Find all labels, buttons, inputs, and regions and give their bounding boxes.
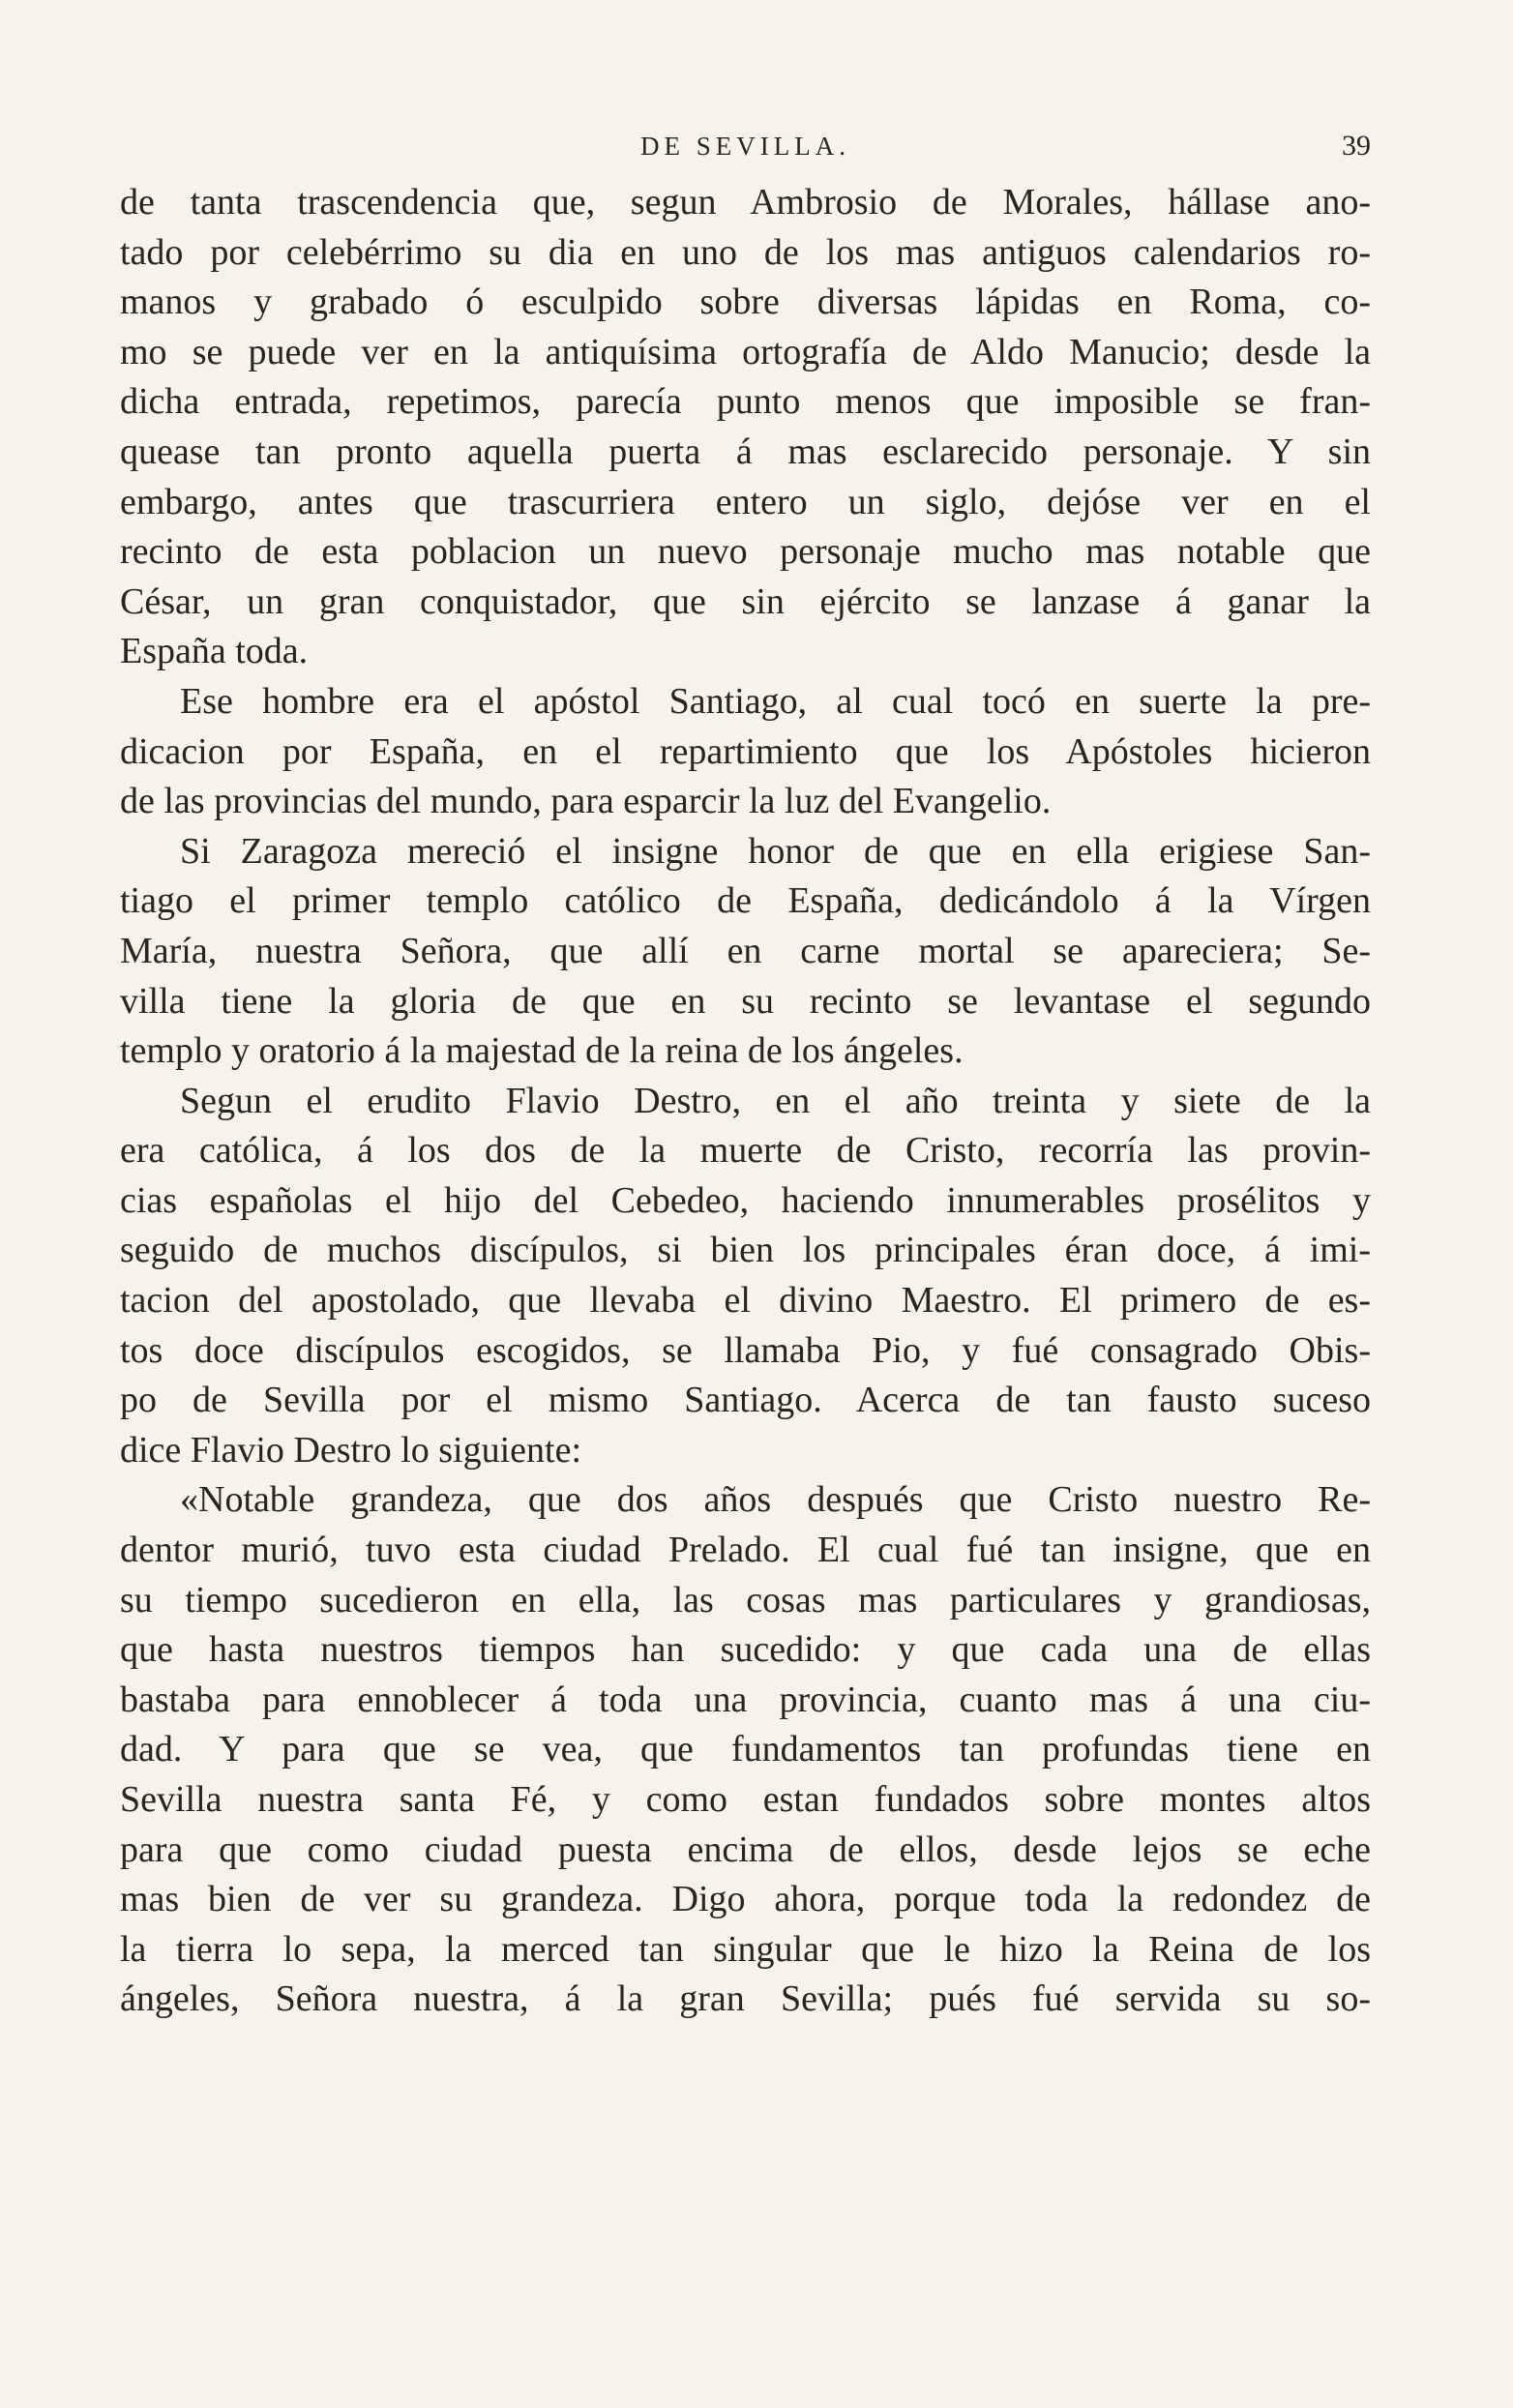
text-line: villa tiene la gloria de que en su recinto se levantase el segundo <box>120 980 1371 1022</box>
text-line: dicacion por España, en el repartimiento que los Apóstoles hicieron <box>120 730 1371 772</box>
page-number: 39 <box>1342 130 1371 162</box>
text-line: embargo, antes que trascurriera entero un siglo, dejóse ver en el <box>120 481 1371 522</box>
text-line: Segun el erudito Flavio Destro, en el año treinta y siete de la <box>180 1080 1371 1121</box>
text-line: Si Zaragoza mereció el insigne honor de que en ella erigiese San- <box>180 830 1371 872</box>
text-line: tacion del apostolado, que llevaba el divino Maestro. El primero de es- <box>120 1280 1371 1322</box>
text-line: ángeles, Señora nuestra, á la gran Sevilla; pués fué servida su so- <box>120 1978 1371 2020</box>
text-line: dicha entrada, repetimos, parecía punto menos que imposible se fran- <box>120 381 1371 423</box>
text-line: templo y oratorio á la majestad de la reina de los ángeles. <box>120 1030 964 1072</box>
text-line: su tiempo sucedieron en ella, las cosas mas particulares y grandiosas, <box>120 1579 1371 1620</box>
text-line: mas bien de ver su grandeza. Digo ahora, porque toda la redondez de <box>120 1879 1371 1920</box>
text-line: tos doce discípulos escogidos, se llamaba Pio, y fué consagrado Obis- <box>120 1329 1371 1371</box>
text-line: María, nuestra Señora, que allí en carne mortal se apareciera; Se- <box>120 930 1371 971</box>
text-line: cias españolas el hijo del Cebedeo, haciendo innumerables prosélitos y <box>120 1179 1371 1221</box>
running-header <box>120 132 1371 174</box>
text-line: Sevilla nuestra santa Fé, y como estan fundados sobre montes altos <box>120 1779 1371 1820</box>
text-line: po de Sevilla por el mismo Santiago. Acerca de tan fausto suceso <box>120 1380 1371 1421</box>
text-line: de las provincias del mundo, para esparcir la luz del Evangelio. <box>120 781 1052 822</box>
text-line: quease tan pronto aquella puerta á mas esclarecido personaje. Y sin <box>120 431 1371 472</box>
text-line: César, un gran conquistador, que sin ejército se lanzase á ganar la <box>120 580 1371 622</box>
text-line: bastaba para ennoblecer á toda una provincia, cuanto mas á una ciu- <box>120 1679 1371 1720</box>
text-line: tiago el primer templo católico de España, dedicándolo á la Vírgen <box>120 880 1371 922</box>
text-line: manos y grabado ó esculpido sobre diversas lápidas en Roma, co- <box>120 282 1371 323</box>
text-line: recinto de esta poblacion un nuevo personaje mucho mas notable que <box>120 531 1371 573</box>
text-line: España toda. <box>120 631 309 672</box>
running-title: DE SEVILLA. <box>640 132 850 161</box>
text-line: la tierra lo sepa, la merced tan singular que le hizo la Reina de los <box>120 1928 1371 1970</box>
text-line: «Notable grandeza, que dos años después que Cristo nuestro Re- <box>180 1479 1371 1521</box>
text-line: dad. Y para que se vea, que fundamentos tan profundas tiene en <box>120 1729 1371 1770</box>
text-line: de tanta trascendencia que, segun Ambrosio de Morales, hállase ano- <box>120 182 1371 223</box>
text-line: era católica, á los dos de la muerte de Cristo, recorría las provin- <box>120 1130 1371 1172</box>
text-line: dentor murió, tuvo esta ciudad Prelado. El cual fué tan insigne, que en <box>120 1530 1371 1571</box>
text-line: tado por celebérrimo su dia en uno de los mas antiguos calendarios ro- <box>120 231 1371 273</box>
text-line: para que como ciudad puesta encima de ellos, desde lejos se eche <box>120 1828 1371 1870</box>
text-line: Ese hombre era el apóstol Santiago, al cual tocó en suerte la pre- <box>180 680 1371 722</box>
text-line: seguido de muchos discípulos, si bien los principales éran doce, á imi- <box>120 1230 1371 1271</box>
text-line: mo se puede ver en la antiquísima ortografía de Aldo Manucio; desde la <box>120 331 1371 372</box>
text-line: dice Flavio Destro lo siguiente: <box>120 1429 582 1471</box>
body-text <box>120 178 1371 2025</box>
text-line: que hasta nuestros tiempos han sucedido: y que cada una de ellas <box>120 1629 1371 1671</box>
